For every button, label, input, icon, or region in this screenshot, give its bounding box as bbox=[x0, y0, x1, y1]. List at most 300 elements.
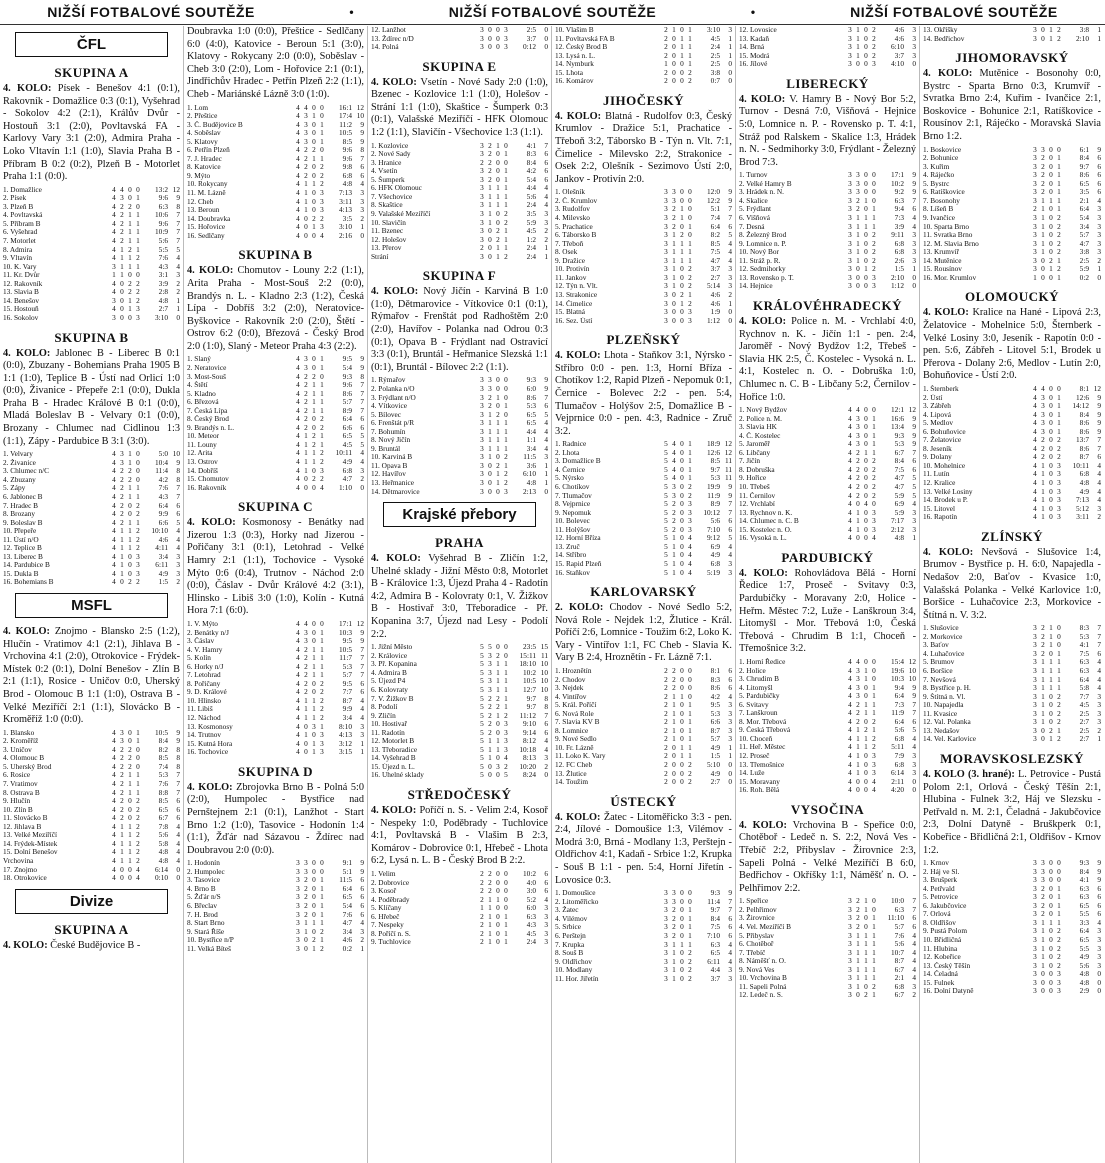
results-paragraph: 4. KOLO: Police n. M. - Vrchlabí 4:0, Rychnov n. K. - Jičín 1:1 - pen. 2:4, Jaroměř - Nový Bydžov 1:2, Třebeš - Slavia HK 2:5, Č. Kostelec - Vysoká n. L. 4:1, Kostelec n. O. - Dobruška 1:0, Chlumec n. C. B - Libčany 5:2, Černilov - Hořice 1:0. bbox=[739, 315, 917, 403]
games-played: 2 bbox=[664, 751, 668, 761]
team-name: 2. Chodov bbox=[555, 675, 586, 684]
losses: 1 bbox=[504, 226, 508, 236]
wins: 0 bbox=[488, 251, 492, 261]
draws: 2 bbox=[312, 474, 316, 484]
table-row bbox=[555, 52, 732, 61]
draws: 0 bbox=[312, 730, 316, 740]
losses: 1 bbox=[872, 413, 876, 423]
score: 2:4 bbox=[526, 251, 536, 261]
score: 6:14 bbox=[155, 864, 168, 874]
losses: 3 bbox=[320, 747, 324, 757]
score: 6:14 bbox=[891, 768, 904, 778]
team-name: 7. Česká Lípa bbox=[187, 406, 228, 415]
score: 8:7 bbox=[1079, 452, 1089, 462]
points: 4 bbox=[912, 221, 916, 231]
table-row bbox=[371, 445, 548, 454]
team-name: 3. Hrádek n. N. bbox=[739, 188, 784, 197]
score: 10:3 bbox=[339, 627, 352, 637]
losses: 2 bbox=[320, 162, 324, 172]
points: 3 bbox=[1097, 926, 1101, 936]
games-played: 2 bbox=[664, 683, 668, 693]
points: 6 bbox=[176, 509, 180, 519]
draws: 0 bbox=[680, 490, 684, 500]
losses: 1 bbox=[872, 204, 876, 214]
draws: 2 bbox=[496, 460, 500, 470]
score: 12:6 bbox=[707, 447, 720, 457]
points: 7 bbox=[1097, 435, 1101, 445]
standings-table bbox=[739, 26, 916, 69]
table-row bbox=[923, 513, 1101, 522]
games-played: 3 bbox=[1033, 623, 1037, 633]
score: 4:3 bbox=[158, 491, 168, 501]
draws: 0 bbox=[1049, 648, 1053, 658]
games-played: 4 bbox=[112, 466, 116, 476]
points: 9 bbox=[176, 736, 180, 746]
table-row bbox=[555, 449, 732, 458]
points: 3 bbox=[912, 768, 916, 778]
table-row bbox=[739, 265, 916, 274]
table-row bbox=[555, 915, 732, 924]
table-row bbox=[371, 167, 548, 176]
team-name: 10. Karviná B bbox=[371, 453, 413, 462]
losses: 1 bbox=[136, 517, 140, 527]
wins: 3 bbox=[304, 136, 308, 146]
points: 9 bbox=[544, 383, 548, 393]
games-played: 4 bbox=[296, 136, 300, 146]
wins: 0 bbox=[488, 477, 492, 487]
points: 3 bbox=[360, 205, 364, 215]
losses: 1 bbox=[320, 439, 324, 449]
column-5 bbox=[736, 26, 920, 1163]
score: 8:6 bbox=[1079, 426, 1089, 436]
table-row bbox=[187, 407, 364, 416]
losses: 1 bbox=[504, 183, 508, 193]
draws: 0 bbox=[496, 486, 500, 496]
table-row bbox=[371, 394, 548, 403]
table-row bbox=[371, 677, 548, 686]
table-row bbox=[371, 686, 548, 695]
score: 4:8 bbox=[158, 855, 168, 865]
games-played: 4 bbox=[296, 644, 300, 654]
wins: 0 bbox=[488, 770, 492, 780]
team-name: 8. Vejprnice bbox=[555, 500, 591, 509]
games-played: 4 bbox=[848, 430, 852, 440]
standings-table bbox=[187, 620, 364, 757]
draws: 1 bbox=[312, 704, 316, 714]
games-played: 3 bbox=[480, 383, 484, 393]
games-played: 3 bbox=[1033, 977, 1037, 987]
score: 6:11 bbox=[155, 560, 168, 570]
losses: 1 bbox=[1057, 401, 1061, 411]
score: 7:6 bbox=[894, 930, 904, 940]
points: 4 bbox=[176, 830, 180, 840]
games-played: 3 bbox=[1033, 648, 1037, 658]
draws: 0 bbox=[1049, 469, 1053, 479]
losses: 0 bbox=[136, 184, 140, 194]
games-played: 5 bbox=[664, 456, 668, 466]
points: 7 bbox=[176, 227, 180, 237]
wins: 2 bbox=[1041, 178, 1045, 188]
team-name: 1. Turnov bbox=[739, 171, 768, 180]
draws: 2 bbox=[312, 431, 316, 441]
table-row bbox=[739, 223, 916, 232]
games-played: 4 bbox=[848, 768, 852, 778]
draws: 1 bbox=[496, 243, 500, 253]
team-name: 11. Kr. Dvůr bbox=[3, 271, 40, 280]
wins: 2 bbox=[304, 687, 308, 697]
team-name: 12. Ledeč n. S. bbox=[739, 991, 783, 1000]
wins: 1 bbox=[304, 431, 308, 441]
draws: 1 bbox=[128, 838, 132, 848]
games-played: 4 bbox=[112, 287, 116, 297]
score: 7:17 bbox=[891, 516, 904, 526]
score: 6:3 bbox=[710, 939, 720, 949]
losses: 1 bbox=[320, 354, 324, 364]
games-played: 4 bbox=[112, 457, 116, 467]
points: 10 bbox=[540, 676, 548, 686]
losses: 1 bbox=[504, 667, 508, 677]
draws: 1 bbox=[496, 894, 500, 904]
points: 3 bbox=[360, 926, 364, 936]
team-name: 6. Jakubčovice bbox=[923, 901, 967, 910]
points: 6 bbox=[360, 162, 364, 172]
wins: 2 bbox=[672, 499, 676, 509]
losses: 1 bbox=[872, 939, 876, 949]
losses: 0 bbox=[1057, 144, 1061, 154]
draws: 2 bbox=[496, 702, 500, 712]
score: 3:8 bbox=[1079, 247, 1089, 257]
losses: 1 bbox=[688, 42, 692, 52]
score: 4:5 bbox=[526, 226, 536, 236]
team-name: 5. Uherský Brod bbox=[3, 762, 52, 771]
wins: 3 bbox=[120, 193, 124, 203]
losses: 1 bbox=[1057, 187, 1061, 197]
points: 0 bbox=[728, 760, 732, 770]
table-row bbox=[739, 509, 916, 518]
losses: 2 bbox=[688, 264, 692, 274]
score: 7:7 bbox=[342, 687, 352, 697]
table-row bbox=[371, 479, 548, 488]
team-name: 7. Motorlet bbox=[3, 237, 36, 246]
draws: 0 bbox=[1049, 952, 1053, 962]
table-row bbox=[3, 297, 180, 306]
score: 6:4 bbox=[342, 883, 352, 893]
wins: 2 bbox=[1041, 883, 1045, 893]
points: 2 bbox=[728, 289, 732, 299]
team-name: 4. Admira B bbox=[371, 668, 407, 677]
group-heading: ZLÍNSKÝ bbox=[980, 528, 1044, 544]
score: 3:7 bbox=[710, 973, 720, 983]
team-name: 12. Jihlava B bbox=[3, 822, 42, 831]
draws: 2 bbox=[312, 439, 316, 449]
table-row bbox=[555, 676, 732, 685]
games-played: 2 bbox=[664, 700, 668, 710]
games-played: 3 bbox=[1033, 935, 1037, 945]
team-name: 6. Bohuňovice bbox=[923, 427, 966, 436]
draws: 0 bbox=[680, 281, 684, 291]
score: 3:4 bbox=[1079, 221, 1089, 231]
score: 4:7 bbox=[894, 482, 904, 492]
score: 9:6 bbox=[342, 380, 352, 390]
losses: 3 bbox=[872, 281, 876, 291]
games-played: 4 bbox=[112, 727, 116, 737]
score: 2:5 bbox=[710, 59, 720, 69]
score: 3:9 bbox=[894, 221, 904, 231]
team-name: 9. Zličín bbox=[371, 711, 396, 720]
games-played: 1 bbox=[112, 270, 116, 280]
games-played: 4 bbox=[848, 699, 852, 709]
losses: 1 bbox=[136, 218, 140, 228]
draws: 1 bbox=[864, 973, 868, 983]
table-row bbox=[739, 743, 916, 752]
team-name: 15. Dukla B bbox=[3, 569, 39, 578]
draws: 0 bbox=[128, 804, 132, 814]
losses: 1 bbox=[504, 191, 508, 201]
team-name: 12. Náchod bbox=[187, 713, 221, 722]
losses: 2 bbox=[136, 500, 140, 510]
team-name: 7. Třebíč bbox=[739, 948, 766, 957]
points: 6 bbox=[360, 678, 364, 688]
losses: 1 bbox=[504, 426, 508, 436]
wins: 1 bbox=[304, 465, 308, 475]
wins: 3 bbox=[856, 413, 860, 423]
team-name: 13. Kosmonosy bbox=[187, 722, 233, 731]
table-row bbox=[3, 246, 180, 255]
wins: 0 bbox=[488, 761, 492, 771]
losses: 1 bbox=[136, 770, 140, 780]
games-played: 4 bbox=[296, 704, 300, 714]
team-name: 3. Slavia HK bbox=[739, 423, 777, 432]
points: 4 bbox=[544, 894, 548, 904]
table-row bbox=[555, 300, 732, 309]
team-name: 11. Velká Bíteš bbox=[187, 944, 231, 953]
wins: 3 bbox=[672, 187, 676, 197]
draws: 1 bbox=[128, 770, 132, 780]
standings-table bbox=[555, 188, 732, 325]
wins: 2 bbox=[304, 405, 308, 415]
wins: 3 bbox=[856, 674, 860, 684]
standings-table bbox=[923, 624, 1101, 744]
table-row bbox=[923, 240, 1101, 249]
score: 6:7 bbox=[894, 964, 904, 974]
team-name: 11. Ústí n/O bbox=[3, 535, 39, 544]
wins: 3 bbox=[1041, 875, 1045, 885]
points: 3 bbox=[544, 217, 548, 227]
games-played: 4 bbox=[296, 747, 300, 757]
table-row bbox=[371, 150, 548, 159]
score: 2:4 bbox=[526, 243, 536, 253]
losses: 1 bbox=[1057, 674, 1061, 684]
score: 9:3 bbox=[1079, 858, 1089, 868]
games-played: 3 bbox=[664, 281, 668, 291]
wins: 4 bbox=[672, 456, 676, 466]
points: 6 bbox=[360, 414, 364, 424]
page-header bbox=[0, 0, 1105, 25]
score: 6:0 bbox=[526, 903, 536, 913]
score: 9:9 bbox=[342, 704, 352, 714]
table-row bbox=[923, 265, 1101, 274]
losses: 1 bbox=[688, 734, 692, 744]
points: 3 bbox=[912, 751, 916, 761]
score: 6:4 bbox=[1079, 674, 1089, 684]
score: 8:5 bbox=[710, 238, 720, 248]
team-name: 3. Žatec bbox=[555, 906, 579, 915]
wins: 1 bbox=[856, 759, 860, 769]
points: 1 bbox=[360, 747, 364, 757]
draws: 0 bbox=[1049, 717, 1053, 727]
points: 9 bbox=[728, 490, 732, 500]
losses: 1 bbox=[872, 682, 876, 692]
wins: 0 bbox=[120, 278, 124, 288]
wins: 2 bbox=[488, 140, 492, 150]
score: 8:6 bbox=[526, 392, 536, 402]
team-name: 16. Vysoká n. L. bbox=[739, 534, 787, 543]
score: 1:5 bbox=[710, 751, 720, 761]
team-name: 9. Bruntál bbox=[371, 444, 401, 453]
games-played: 3 bbox=[1033, 883, 1037, 893]
wins: 0 bbox=[488, 234, 492, 244]
team-name: 16. Sokolov bbox=[3, 313, 39, 322]
score: 5:6 bbox=[158, 830, 168, 840]
score: 6:9 bbox=[710, 541, 720, 551]
team-name: 11. Povltavská FA B bbox=[555, 34, 615, 43]
games-played: 3 bbox=[664, 298, 668, 308]
games-played: 3 bbox=[664, 315, 668, 325]
table-row bbox=[739, 474, 916, 483]
score: 8:6 bbox=[1079, 170, 1089, 180]
points: 6 bbox=[728, 922, 732, 932]
losses: 2 bbox=[320, 943, 324, 953]
games-played: 5 bbox=[664, 558, 668, 568]
wins: 3 bbox=[1041, 866, 1045, 876]
score: 4:2 bbox=[710, 691, 720, 701]
score: 7:5 bbox=[894, 464, 904, 474]
wins: 3 bbox=[672, 482, 676, 492]
losses: 2 bbox=[872, 473, 876, 483]
table-row bbox=[3, 780, 180, 789]
wins: 3 bbox=[304, 128, 308, 138]
score: 9:6 bbox=[158, 218, 168, 228]
draws: 0 bbox=[1049, 409, 1053, 419]
points: 0 bbox=[728, 768, 732, 778]
games-played: 3 bbox=[848, 221, 852, 231]
score: 4:0 bbox=[526, 877, 536, 887]
team-name: 8. Katovice bbox=[187, 163, 221, 172]
losses: 1 bbox=[504, 149, 508, 159]
draws: 1 bbox=[128, 210, 132, 220]
wins: 2 bbox=[120, 804, 124, 814]
points: 12 bbox=[356, 102, 364, 112]
draws: 0 bbox=[680, 550, 684, 560]
losses: 3 bbox=[872, 507, 876, 517]
draws: 0 bbox=[1049, 247, 1053, 257]
team-name: 13. Krumvíř bbox=[923, 248, 960, 257]
games-played: 5 bbox=[664, 516, 668, 526]
score: 7:9 bbox=[894, 751, 904, 761]
team-name: 7. Nespeky bbox=[371, 921, 404, 930]
points: 0 bbox=[912, 785, 916, 795]
wins: 1 bbox=[672, 26, 676, 34]
team-name: 4. Štětí bbox=[187, 381, 208, 390]
score: 11:7 bbox=[339, 653, 352, 663]
team-name: 6. Frenštát p/R bbox=[371, 419, 415, 428]
draws: 1 bbox=[680, 50, 684, 60]
losses: 0 bbox=[872, 896, 876, 906]
draws: 0 bbox=[1049, 221, 1053, 231]
losses: 0 bbox=[872, 170, 876, 180]
points: 9 bbox=[360, 354, 364, 364]
team-name: 11. Hor. Jiřetín bbox=[555, 974, 599, 983]
wins: 1 bbox=[1041, 204, 1045, 214]
draws: 0 bbox=[312, 901, 316, 911]
points: 11 bbox=[540, 650, 548, 660]
score: 7:10 bbox=[707, 524, 720, 534]
points: 8 bbox=[176, 474, 180, 484]
team-name: 6. Chotíkov bbox=[555, 483, 590, 492]
draws: 0 bbox=[1049, 960, 1053, 970]
team-name: 9. D. Králové bbox=[187, 688, 227, 697]
score: 4:8 bbox=[158, 295, 168, 305]
games-played: 3 bbox=[1033, 858, 1037, 868]
wins: 2 bbox=[672, 204, 676, 214]
score: 9:7 bbox=[1079, 161, 1089, 171]
points: 4 bbox=[176, 534, 180, 544]
draws: 0 bbox=[864, 42, 868, 52]
games-played: 3 bbox=[480, 460, 484, 470]
points: 6 bbox=[544, 877, 548, 887]
draws: 1 bbox=[864, 264, 868, 274]
table-row bbox=[739, 932, 916, 941]
team-name: 5. Frýdlant bbox=[739, 205, 772, 214]
wins: 2 bbox=[856, 195, 860, 205]
score: 8:24 bbox=[523, 770, 536, 780]
points: 3 bbox=[912, 42, 916, 52]
losses: 3 bbox=[320, 730, 324, 740]
draws: 0 bbox=[680, 558, 684, 568]
losses: 0 bbox=[136, 201, 140, 211]
table-row bbox=[555, 248, 732, 257]
points: 0 bbox=[360, 230, 364, 240]
table-row bbox=[371, 253, 548, 262]
table-row bbox=[739, 667, 916, 676]
wins: 0 bbox=[488, 243, 492, 253]
losses: 1 bbox=[688, 905, 692, 915]
games-played: 5 bbox=[664, 464, 668, 474]
points: 12 bbox=[724, 447, 732, 457]
points: 8 bbox=[360, 145, 364, 155]
wins: 2 bbox=[120, 770, 124, 780]
points: 8 bbox=[176, 744, 180, 754]
losses: 1 bbox=[1057, 161, 1061, 171]
losses: 1 bbox=[1057, 666, 1061, 676]
points: 3 bbox=[1097, 230, 1101, 240]
table-row bbox=[923, 902, 1101, 911]
losses: 2 bbox=[688, 965, 692, 975]
games-played: 3 bbox=[1033, 683, 1037, 693]
table-row bbox=[923, 462, 1101, 471]
wins: 1 bbox=[856, 751, 860, 761]
games-played: 4 bbox=[848, 533, 852, 543]
score: 5:14 bbox=[707, 281, 720, 291]
table-row bbox=[3, 797, 180, 806]
losses: 3 bbox=[320, 222, 324, 232]
points: 4 bbox=[544, 200, 548, 210]
score: 6:8 bbox=[894, 238, 904, 248]
losses: 0 bbox=[504, 894, 508, 904]
games-played: 2 bbox=[480, 868, 484, 878]
score: 9:3 bbox=[342, 371, 352, 381]
games-played: 3 bbox=[848, 247, 852, 257]
